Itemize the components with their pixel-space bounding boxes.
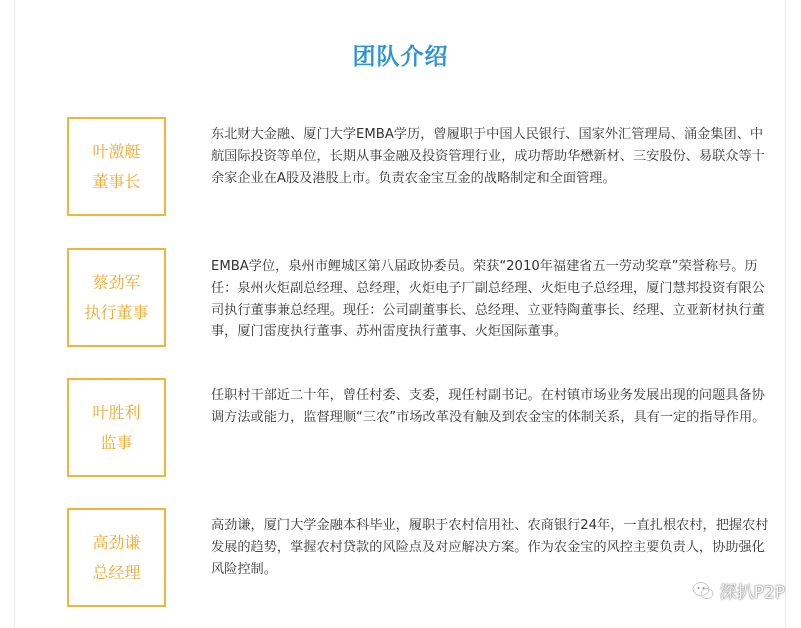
member-bio: 任职村干部近二十年，曾任村委、支委，现任村副书记。在村镇市场业务发展出现的问题具备协调方法或能力，监督理顺“三农”市场改革没有触及到农金宝的体制关系，具有一定的指导作用。 bbox=[211, 388, 766, 425]
section-title: 团队介绍 bbox=[352, 44, 449, 70]
member-bio: 高劲谦，厦门大学金融本科毕业，履职于农村信用社、农商银行24年，一直扎根农村，把握农村发展的趋势，掌握农村贷款的风险点及对应解决方案。作为农金宝的风控主要负责人，协助强化风险控制。 bbox=[211, 518, 769, 577]
member-name: 叶胜利 bbox=[92, 402, 141, 422]
member-card bbox=[67, 248, 166, 347]
member-role: 执行董事 bbox=[84, 302, 149, 322]
member-name: 蔡劲军 bbox=[92, 272, 141, 292]
wechat-icon bbox=[692, 581, 714, 601]
member-role: 董事长 bbox=[92, 171, 141, 191]
member-name: 高劲谦 bbox=[92, 532, 141, 552]
member-bio: EMBA学位，泉州市鲤城区第八届政协委员。荣获“2010年福建省五一劳动奖章”荣誉称号。历任：泉州火炬副总经理、总经理，火炬电子厂副总经理、火炬电子总经理，厦门慧邦投资有限公司执行董事兼总经理。现任：公司副董事长、总经理、立亚特陶董事长、经理、立亚新材执行董事，厦门雷度执行董事、苏州雷度执行董事、火炬国际董事。 bbox=[211, 259, 765, 340]
watermark bbox=[692, 578, 785, 603]
member-name: 叶激艇 bbox=[92, 141, 141, 161]
member-card bbox=[67, 117, 166, 216]
member-card bbox=[67, 508, 166, 607]
member-bio: 东北财大金融、厦门大学EMBA学历，曾履职于中国人民银行、国家外汇管理局、涌金集团、中航国际投资等单位，长期从事金融及投资管理行业，成功帮助华懋新材、三安股份、易联众等十余家企业在A股及港股上市。负责农金宝互金的战略制定和全面管理。 bbox=[211, 127, 765, 186]
member-role: 监事 bbox=[100, 432, 133, 452]
member-card bbox=[67, 378, 166, 477]
watermark-text: 深扒P2P bbox=[719, 583, 785, 603]
member-role: 总经理 bbox=[92, 562, 141, 582]
